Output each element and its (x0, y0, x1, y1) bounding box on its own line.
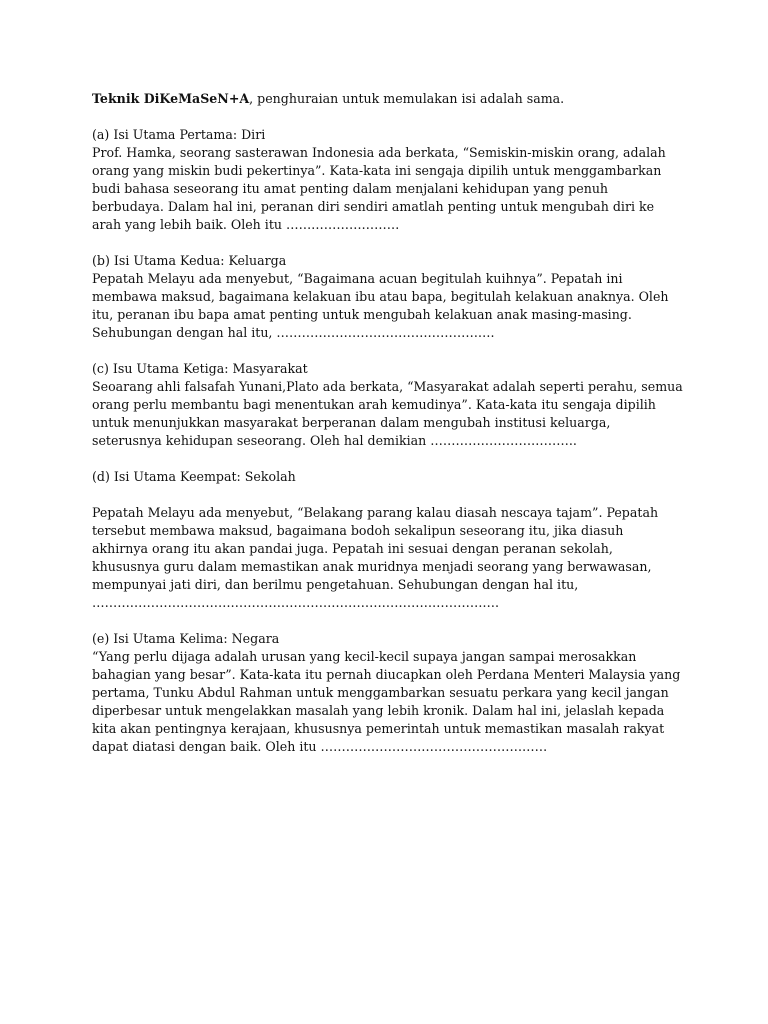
paragraph-line: berbudaya. Dalam hal ini, peranan diri sendiri amatlah penting untuk mengubah diri ke (92, 199, 655, 214)
paragraph-line: seterusnya kehidupan seseorang. Oleh hal demikian …………………………….. (92, 433, 577, 448)
section-heading: (b) Isi Utama Kedua: Keluarga (92, 253, 287, 268)
paragraph-line: orang perlu membantu bagi menentukan arah kemudinya”. Kata-kata itu sengaja dipilih (92, 397, 656, 412)
paragraph-line: Prof. Hamka, seorang sasterawan Indonesia ada berkata, “Semiskin-miskin orang, adalah (92, 145, 666, 160)
paragraph-line: Sehubungan dengan hal itu, ……………………………………………. (92, 325, 495, 340)
paragraph-line: “Yang perlu dijaga adalah urusan yang kecil-kecil supaya jangan sampai merosakkan (92, 649, 637, 664)
section-heading: (e) Isi Utama Kelima: Negara (92, 631, 280, 646)
paragraph-line: itu, peranan ibu bapa amat penting untuk mengubah kelakuan anak masing-masing. (92, 307, 632, 322)
paragraph-line: untuk menunjukkan masyarakat berperanan dalam mengubah institusi keluarga, (92, 415, 611, 430)
paragraph-line: Pepatah Melayu ada menyebut, “Bagaimana acuan begitulah kuihnya”. Pepatah ini (92, 271, 623, 286)
section-d-sekolah (92, 468, 682, 612)
paragraph-line: diperbesar untuk mengelakkan masalah yang lebih kronik. Dalam hal ini, jelaslah kepada (92, 703, 665, 718)
paragraph-line: orang yang miskin budi pekertinya”. Kata-kata ini sengaja dipilih untuk menggambarkan (92, 163, 662, 178)
paragraph-line: membawa maksud, bagaimana kelakuan ibu atau bapa, begitulah kelakuan anaknya. Oleh (92, 289, 669, 304)
section-a-diri (92, 126, 682, 234)
paragraph-line: budi bahasa seseorang itu amat penting dalam menjalani kehidupan yang penuh (92, 181, 609, 196)
paragraph-line: Seoarang ahli falsafah Yunani,Plato ada berkata, “Masyarakat adalah seperti perahu, semua (92, 379, 683, 394)
paragraph-line: Pepatah Melayu ada menyebut, “Belakang parang kalau diasah nescaya tajam”. Pepatah (92, 505, 659, 520)
section-heading: (a) Isi Utama Pertama: Diri (92, 127, 266, 142)
intro-text: , penghuraian untuk memulakan isi adalah sama. (249, 91, 565, 106)
paragraph-line: bahagian yang besar”. Kata-kata itu pernah diucapkan oleh Perdana Menteri Malaysia yang (92, 667, 681, 682)
paragraph-line: akhirnya orang itu akan pandai juga. Pepatah ini sesuai dengan peranan sekolah, (92, 541, 613, 556)
intro-technique-title: Teknik DiKeMaSeN+A (92, 91, 250, 106)
paragraph-line: kita akan pentingnya kerajaan, khususnya pemerintah untuk memastikan masalah rakyat (92, 721, 665, 736)
section-e-negara (92, 630, 682, 756)
section-heading: (d) Isi Utama Keempat: Sekolah (92, 469, 296, 484)
paragraph-line: arah yang lebih baik. Oleh itu ……………………… (92, 217, 400, 232)
section-c-masyarakat (92, 360, 682, 450)
document-page (92, 90, 682, 774)
section-b-keluarga (92, 252, 682, 342)
paragraph-line: mempunyai jati diri, dan berilmu pengetahuan. Sehubungan dengan hal itu, (92, 577, 579, 592)
intro-paragraph (92, 90, 682, 108)
paragraph-line: khususnya guru dalam memastikan anak muridnya menjadi seorang yang berwawasan, (92, 559, 652, 574)
blank-line (92, 486, 682, 504)
paragraph-line: dapat diatasi dengan baik. Oleh itu ……………………………………………… (92, 739, 548, 754)
section-heading: (c) Isu Utama Ketiga: Masyarakat (92, 361, 308, 376)
paragraph-line: pertama, Tunku Abdul Rahman untuk menggambarkan sesuatu perkara yang kecil jangan (92, 685, 669, 700)
paragraph-line: ……………………………………………………………………………………. (92, 595, 500, 610)
paragraph-line: tersebut membawa maksud, bagaimana bodoh sekalipun seseorang itu, jika diasuh (92, 523, 624, 538)
